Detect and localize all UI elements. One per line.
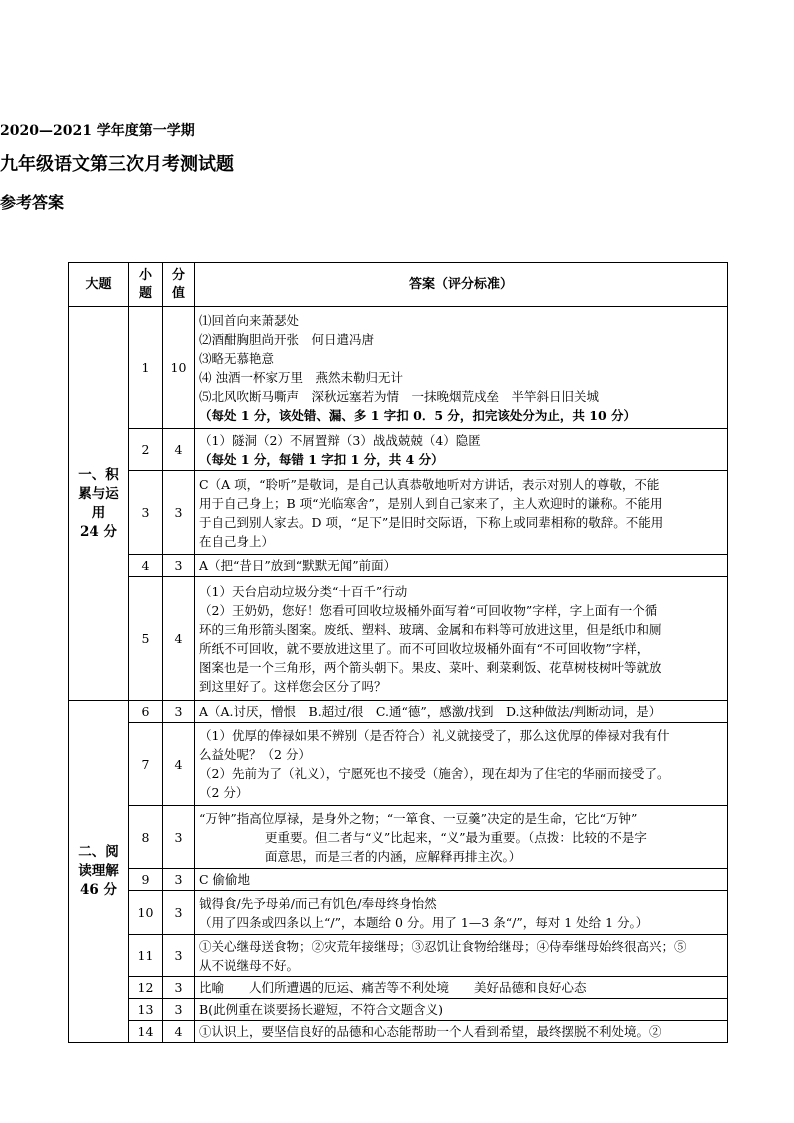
question-number: 1 xyxy=(129,307,163,429)
table-row xyxy=(69,806,728,869)
table-row xyxy=(69,869,728,891)
answer-cell: ①关心继母送食物；②灾荒年接继母；③忍饥让食物给继母；④侍奉继母始终很高兴；⑤ 从不说继母不好。 xyxy=(195,935,728,977)
header-section: 大题 xyxy=(69,263,129,307)
question-number: 10 xyxy=(129,891,163,935)
question-number: 8 xyxy=(129,806,163,869)
question-number: 4 xyxy=(129,555,163,577)
table-row xyxy=(69,935,728,977)
question-score: 3 xyxy=(163,555,195,577)
question-number: 3 xyxy=(129,471,163,555)
table-row xyxy=(69,977,728,999)
question-score: 4 xyxy=(163,723,195,806)
question-number: 5 xyxy=(129,577,163,701)
header-answer: 答案（评分标准） xyxy=(195,263,728,307)
question-score: 3 xyxy=(163,935,195,977)
answer-cell: ⑴回首向来萧瑟处 ⑵酒酣胸胆尚开张 何日遣冯唐 ⑶略无慕艳意 ⑷ 浊酒一杯家万里 燕然未勒归无计 ⑸北风吹断马嘶声 深秋远塞若为情 一抹晚烟荒戍垒 半竿斜日旧关城 （每处 1 分，该处错、漏、多 1 字扣 0．5 分，扣完该处分为止，共 10 分） xyxy=(195,307,728,429)
question-number: 13 xyxy=(129,999,163,1021)
table-row xyxy=(69,471,728,555)
question-score: 10 xyxy=(163,307,195,429)
table-row xyxy=(69,723,728,806)
question-score: 4 xyxy=(163,1021,195,1043)
table-row xyxy=(69,577,728,701)
exam-title: 九年级语文第三次月考测试题 xyxy=(0,154,234,175)
section-1-label: 一、积 累与运 用 24 分 xyxy=(69,307,129,701)
question-number: 2 xyxy=(129,429,163,471)
table-row xyxy=(69,307,728,429)
question-score: 3 xyxy=(163,806,195,869)
answer-cell: （1）优厚的俸禄如果不辨别（是否符合）礼义就接受了，那么这优厚的俸禄对我有什 么益处呢？（2 分） （2）先前为了（礼义），宁愿死也不接受（施舍），现在却为了住宅的华丽而接受了。 （2 分） xyxy=(195,723,728,806)
question-number: 9 xyxy=(129,869,163,891)
table-row xyxy=(69,999,728,1021)
answer-cell: （1）隧洞（2）不屑置辩（3）战战兢兢（4）隐匿 （每处 1 分，每错 1 字扣 1 分，共 4 分） xyxy=(195,429,728,471)
question-number: 14 xyxy=(129,1021,163,1043)
answer-cell: ①认识上，要坚信良好的品德和心态能帮助一个人看到希望，最终摆脱不利处境。② xyxy=(195,1021,728,1043)
table-row xyxy=(69,555,728,577)
table-row xyxy=(69,701,728,723)
answer-cell: C 偷偷地 xyxy=(195,869,728,891)
question-score: 3 xyxy=(163,869,195,891)
question-number: 12 xyxy=(129,977,163,999)
answer-cell: C（A 项，“聆听”是敬词，是自己认真恭敬地听对方讲话，表示对别人的尊敬，不能 用于自己身上；B 项“光临寒舍”，是别人到自己家来了，主人欢迎时的谦称。不能用 于自己到别人家去。D 项，“足下”是旧时交际语，下称上或同辈相称的敬辞。不能用 在自己身上） xyxy=(195,471,728,555)
answer-key-title: 参考答案 xyxy=(0,193,65,212)
answer-cell: A（A.讨厌，憎恨 B.超过/很 C.通“德”，感激/找到 D.这种做法/判断动词，是） xyxy=(195,701,728,723)
question-score: 3 xyxy=(163,999,195,1021)
section-2-label: 二、阅 读理解 46 分 xyxy=(69,701,129,1043)
question-score: 3 xyxy=(163,891,195,935)
question-score: 3 xyxy=(163,471,195,555)
table-row xyxy=(69,429,728,471)
table-row xyxy=(69,1021,728,1043)
answer-cell: （1）天台启动垃圾分类“十百千”行动 （2）王奶奶，您好！您看可回收垃圾桶外面写着“可回收物”字样，字上面有一个循 环的三角形箭头图案。废纸、塑料、玻璃、金属和布料等可放进这里，但是纸巾和厕 所纸不可回收，就不要放进这里了。而不可回收垃圾桶外面有“不可回收物”字样， 图案也是一个三角形，两个箭头朝下。果皮、菜叶、剩菜剩饭、花草树枝树叶等就放 到这里好了。这样您会区分了吗？ xyxy=(195,577,728,701)
question-number: 11 xyxy=(129,935,163,977)
answer-cell: 钺得食/先予母弟/而己有饥色/奉母终身怡然 （用了四条或四条以上“/”，本题给 0 分。用了 1—3 条“/”，每对 1 处给 1 分。） xyxy=(195,891,728,935)
header-score: 分 值 xyxy=(163,263,195,307)
answer-cell: “万钟”指高位厚禄，是身外之物；“一箪食、一豆羹”决定的是生命，它比“万钟” 更重要。但二者与“义”比起来，“义”最为重要。（点拨：比较的不是字 面意思，而是三者的内涵，应解释再排主次。） xyxy=(195,806,728,869)
question-number: 7 xyxy=(129,723,163,806)
answer-cell: B(此例重在谈要扬长避短，不符合文题含义) xyxy=(195,999,728,1021)
question-score: 3 xyxy=(163,977,195,999)
header-question-number: 小 题 xyxy=(129,263,163,307)
question-score: 4 xyxy=(163,429,195,471)
table-header-row xyxy=(69,263,728,307)
answer-table xyxy=(68,262,728,1043)
table-row xyxy=(69,891,728,935)
answer-cell: 比喻 人们所遭遇的厄运、痛苦等不利处境 美好品德和良好心态 xyxy=(195,977,728,999)
question-number: 6 xyxy=(129,701,163,723)
question-score: 4 xyxy=(163,577,195,701)
question-score: 3 xyxy=(163,701,195,723)
answer-cell: A（把“昔日”放到“默默无闻”前面） xyxy=(195,555,728,577)
school-year-title: 2020—2021 学年度第一学期 xyxy=(0,123,195,139)
